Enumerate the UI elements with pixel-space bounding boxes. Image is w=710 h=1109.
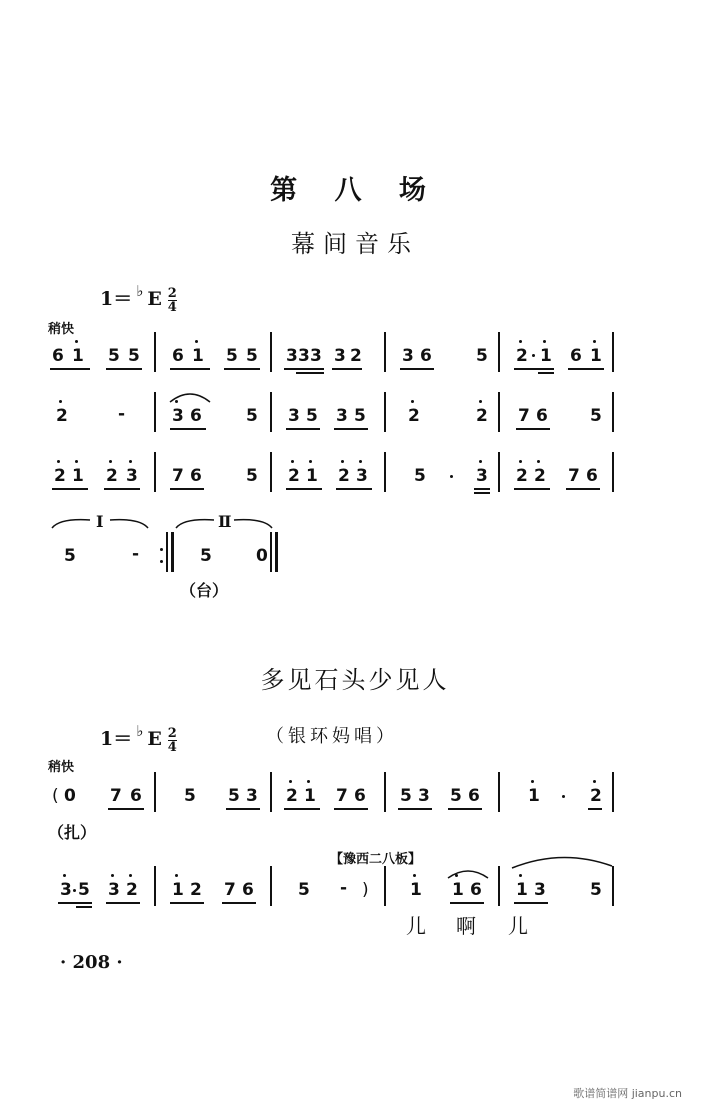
flat-sign: ♭ <box>136 722 144 740</box>
note: 3 <box>108 880 120 900</box>
key-letter: E <box>147 728 162 750</box>
note: 3 <box>534 880 546 900</box>
dash: - <box>340 878 348 898</box>
note: 2 <box>516 346 528 366</box>
high-dot <box>289 780 292 783</box>
note: 2 <box>126 880 138 900</box>
slur <box>446 866 490 880</box>
note: 5 <box>108 346 120 366</box>
note: 6 <box>52 346 64 366</box>
high-dot <box>63 874 66 877</box>
time-signature: $\frac{2}{4}$ <box>167 285 177 315</box>
beam <box>284 808 320 810</box>
note: 1 <box>192 346 204 366</box>
bar-line <box>270 866 272 906</box>
note: 5 <box>226 346 238 366</box>
note: 7 <box>110 786 122 806</box>
note: 7 <box>172 466 184 486</box>
note: 6 <box>354 786 366 806</box>
note: 1 <box>72 466 84 486</box>
note: 5 <box>128 346 140 366</box>
note: 3 <box>60 880 72 900</box>
note: 2 <box>476 406 488 426</box>
note: 6 <box>420 346 432 366</box>
note: 5 <box>590 406 602 426</box>
lyric-2: 啊 <box>456 914 476 938</box>
note: 5 <box>78 880 90 900</box>
bar-line <box>498 772 500 812</box>
dash: - <box>132 544 140 564</box>
note: 3 <box>334 346 346 366</box>
note: 2 <box>288 466 300 486</box>
note: 5 <box>246 406 258 426</box>
note: 3 <box>418 786 430 806</box>
high-dot <box>111 874 114 877</box>
note: 1 <box>172 880 184 900</box>
aug-dot <box>562 795 565 798</box>
note: 1 <box>304 786 316 806</box>
note: 2 <box>106 466 118 486</box>
lyric-1: 儿 <box>406 914 426 938</box>
time-signature: $\frac{2}{4}$ <box>167 725 177 755</box>
bar-line <box>384 772 386 812</box>
note: 6 <box>470 880 482 900</box>
board-marking: 【豫西二八板】 <box>330 852 422 867</box>
zha-marking: （扎） <box>48 823 97 842</box>
note: 1 <box>410 880 422 900</box>
note: 5 <box>590 880 602 900</box>
beam <box>222 902 256 904</box>
note: 3 <box>172 406 184 426</box>
lyric-3: 儿 <box>508 914 528 938</box>
note: 5 <box>246 466 258 486</box>
note: 2 <box>534 466 546 486</box>
paren: ) <box>362 880 369 900</box>
high-dot <box>175 874 178 877</box>
note: 6 <box>536 406 548 426</box>
beam <box>58 902 92 904</box>
bar-line <box>270 772 272 812</box>
dash: - <box>118 404 126 424</box>
note: 6 <box>570 346 582 366</box>
note: 5 <box>228 786 240 806</box>
beam <box>334 808 368 810</box>
beam <box>170 902 204 904</box>
note: 1 <box>590 346 602 366</box>
ending-one-label: I <box>96 512 104 531</box>
note: 6 <box>242 880 254 900</box>
note: 3 <box>402 346 414 366</box>
bar-line <box>154 866 156 906</box>
note: 6 <box>130 786 142 806</box>
note: 0 <box>64 786 76 806</box>
ending-two-label: Ⅱ <box>218 512 232 531</box>
section-2-title: 多见石头少见人 <box>260 666 450 694</box>
tempo-marking-1: 稍快 <box>48 322 75 337</box>
note: 6 <box>468 786 480 806</box>
note: 6 <box>586 466 598 486</box>
note: 3 <box>298 346 310 366</box>
note: 1 <box>516 880 528 900</box>
flat-sign: ♭ <box>136 282 144 300</box>
note: 6 <box>190 406 202 426</box>
note: 5 <box>306 406 318 426</box>
note: 2 <box>54 466 66 486</box>
scene-title: 第 八 场 <box>270 175 440 206</box>
bar-line <box>154 772 156 812</box>
note: 5 <box>246 346 258 366</box>
note: 3 <box>336 406 348 426</box>
bar-line <box>612 772 614 812</box>
beam <box>106 902 140 904</box>
high-dot <box>519 874 522 877</box>
note: 5 <box>298 880 310 900</box>
note: 2 <box>350 346 362 366</box>
section-1-title: 幕间音乐 <box>291 230 419 258</box>
note: 5 <box>450 786 462 806</box>
note: 3 <box>286 346 298 366</box>
note: 1 <box>306 466 318 486</box>
note: 2 <box>338 466 350 486</box>
paren: ( <box>52 786 59 806</box>
note: 7 <box>568 466 580 486</box>
note: 2 <box>408 406 420 426</box>
high-dot <box>531 780 534 783</box>
note: 7 <box>224 880 236 900</box>
note: 3 <box>126 466 138 486</box>
note: 5 <box>64 546 76 566</box>
note: 2 <box>516 466 528 486</box>
note: 7 <box>518 406 530 426</box>
high-dot <box>593 780 596 783</box>
note: 1 <box>72 346 84 366</box>
note: 5 <box>200 546 212 566</box>
beam <box>398 808 432 810</box>
note: 6 <box>190 466 202 486</box>
high-dot <box>455 874 458 877</box>
note: 5 <box>184 786 196 806</box>
note: 3 <box>476 466 488 486</box>
note: 2 <box>56 406 68 426</box>
note: 1 <box>528 786 540 806</box>
high-dot <box>413 874 416 877</box>
note: 5 <box>414 466 426 486</box>
beam <box>448 808 482 810</box>
note: 3 <box>310 346 322 366</box>
aug-dot <box>73 889 76 892</box>
beam <box>450 902 484 904</box>
note: 0 <box>256 546 268 566</box>
note: 2 <box>286 786 298 806</box>
note: 3 <box>356 466 368 486</box>
note: 2 <box>590 786 602 806</box>
tie <box>510 852 614 870</box>
high-dot <box>307 780 310 783</box>
high-dot <box>129 874 132 877</box>
note: 3 <box>288 406 300 426</box>
tempo-marking-2: 稍快 <box>48 760 75 775</box>
beam <box>226 808 260 810</box>
note: 1 <box>540 346 552 366</box>
key-label: 1＝ <box>100 288 133 310</box>
beam <box>76 906 92 908</box>
bar-line <box>384 866 386 906</box>
watermark-text: 歌谱简谱网 jianpu.cn <box>573 1087 682 1100</box>
key-label: 1＝ <box>100 728 133 750</box>
note: 5 <box>476 346 488 366</box>
key-letter: E <box>147 288 162 310</box>
beam <box>514 902 548 904</box>
note: 2 <box>190 880 202 900</box>
note: 5 <box>400 786 412 806</box>
singer-note: （银环妈唱） <box>266 726 398 747</box>
note: 7 <box>336 786 348 806</box>
footnote-tai: （台） <box>180 581 229 600</box>
note: 1 <box>452 880 464 900</box>
beam <box>108 808 144 810</box>
beam <box>588 808 602 810</box>
note: 5 <box>354 406 366 426</box>
bar-line <box>498 866 500 906</box>
note: 3 <box>246 786 258 806</box>
note: 6 <box>172 346 184 366</box>
page-number: · 208 · <box>60 952 123 973</box>
bar-line <box>612 866 614 906</box>
